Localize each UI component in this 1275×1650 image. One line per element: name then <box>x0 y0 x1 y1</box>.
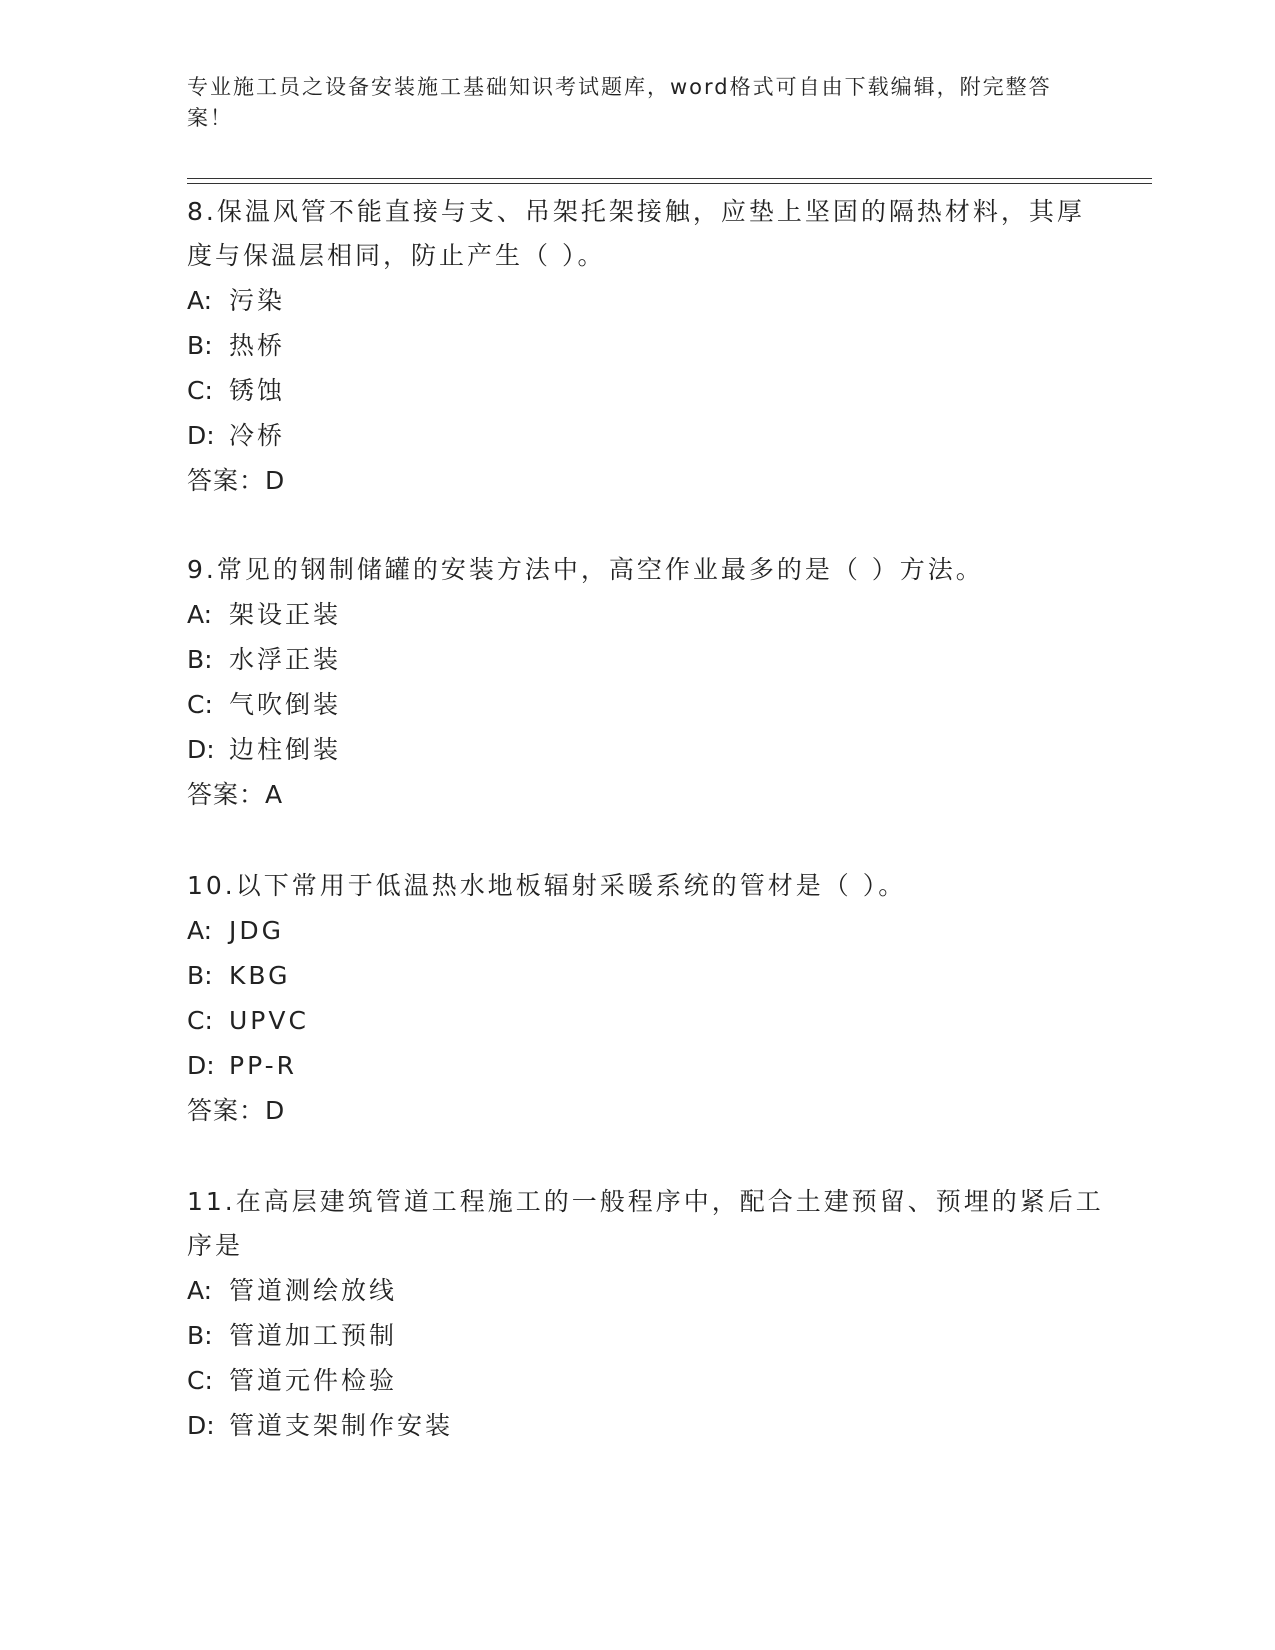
option-letter: C: <box>187 1006 213 1035</box>
option-text: 热桥 <box>229 331 286 360</box>
option-letter: B: <box>187 645 213 674</box>
option-a <box>187 592 1107 637</box>
option-letter: D: <box>187 1411 215 1440</box>
option-text: 锈蚀 <box>229 376 286 405</box>
option-text: PP-R <box>229 1051 297 1080</box>
answer-line: 答案：A <box>187 780 284 809</box>
option-text: 冷桥 <box>229 421 286 450</box>
option-text: 管道支架制作安装 <box>229 1411 454 1440</box>
question-stem: 10.以下常用于低温热水地板辐射采暖系统的管材是（ ）。 <box>187 871 907 900</box>
question-stem: 9.常见的钢制储罐的安装方法中，高空作业最多的是（ ）方法。 <box>187 555 984 584</box>
option-text: KBG <box>229 961 291 990</box>
option-d <box>187 413 1107 458</box>
question-11 <box>187 1180 1107 1448</box>
option-d <box>187 1403 1107 1448</box>
option-text: 架设正装 <box>229 600 342 629</box>
option-letter: B: <box>187 331 213 360</box>
option-text: 管道测绘放线 <box>229 1276 398 1305</box>
option-a <box>187 908 1107 953</box>
option-letter: C: <box>187 1366 213 1395</box>
option-text: 水浮正装 <box>229 645 342 674</box>
option-b <box>187 953 1107 998</box>
question-10 <box>187 864 1107 1133</box>
question-stem: 8.保温风管不能直接与支、吊架托架接触，应垫上坚固的隔热材料，其厚度与保温层相同，防止产生（ ）。 <box>187 197 1085 270</box>
option-text: 气吹倒装 <box>229 690 342 719</box>
question-stem: 11.在高层建筑管道工程施工的一般程序中，配合土建预留、预埋的紧后工序是 <box>187 1187 1104 1260</box>
option-text: 边柱倒装 <box>229 735 342 764</box>
document-header: 专业施工员之设备安装施工基础知识考试题库，word格式可自由下载编辑，附完整答案！ <box>187 75 1052 130</box>
option-letter: C: <box>187 690 213 719</box>
option-a <box>187 1268 1107 1313</box>
option-d <box>187 1043 1107 1088</box>
option-text: JDG <box>229 916 284 945</box>
answer-line: 答案：D <box>187 1096 286 1125</box>
option-letter: A: <box>187 600 213 629</box>
option-b <box>187 323 1107 368</box>
option-letter: D: <box>187 1051 215 1080</box>
option-c <box>187 682 1107 727</box>
option-a <box>187 278 1107 323</box>
option-letter: A: <box>187 916 213 945</box>
option-letter: D: <box>187 421 215 450</box>
option-text: 管道元件检验 <box>229 1366 398 1395</box>
option-d <box>187 727 1107 772</box>
header-divider-top <box>187 178 1152 179</box>
option-b <box>187 1313 1107 1358</box>
option-letter: A: <box>187 286 213 315</box>
question-8 <box>187 190 1107 503</box>
option-letter: B: <box>187 1321 213 1350</box>
option-c <box>187 368 1107 413</box>
option-c <box>187 1358 1107 1403</box>
header-divider-bottom <box>187 183 1152 184</box>
option-letter: B: <box>187 961 213 990</box>
option-letter: C: <box>187 376 213 405</box>
question-9 <box>187 548 1107 817</box>
option-c <box>187 998 1107 1043</box>
option-text: 管道加工预制 <box>229 1321 398 1350</box>
option-letter: D: <box>187 735 215 764</box>
option-text: UPVC <box>229 1006 309 1035</box>
option-text: 污染 <box>229 286 286 315</box>
answer-line: 答案：D <box>187 466 286 495</box>
option-b <box>187 637 1107 682</box>
option-letter: A: <box>187 1276 213 1305</box>
